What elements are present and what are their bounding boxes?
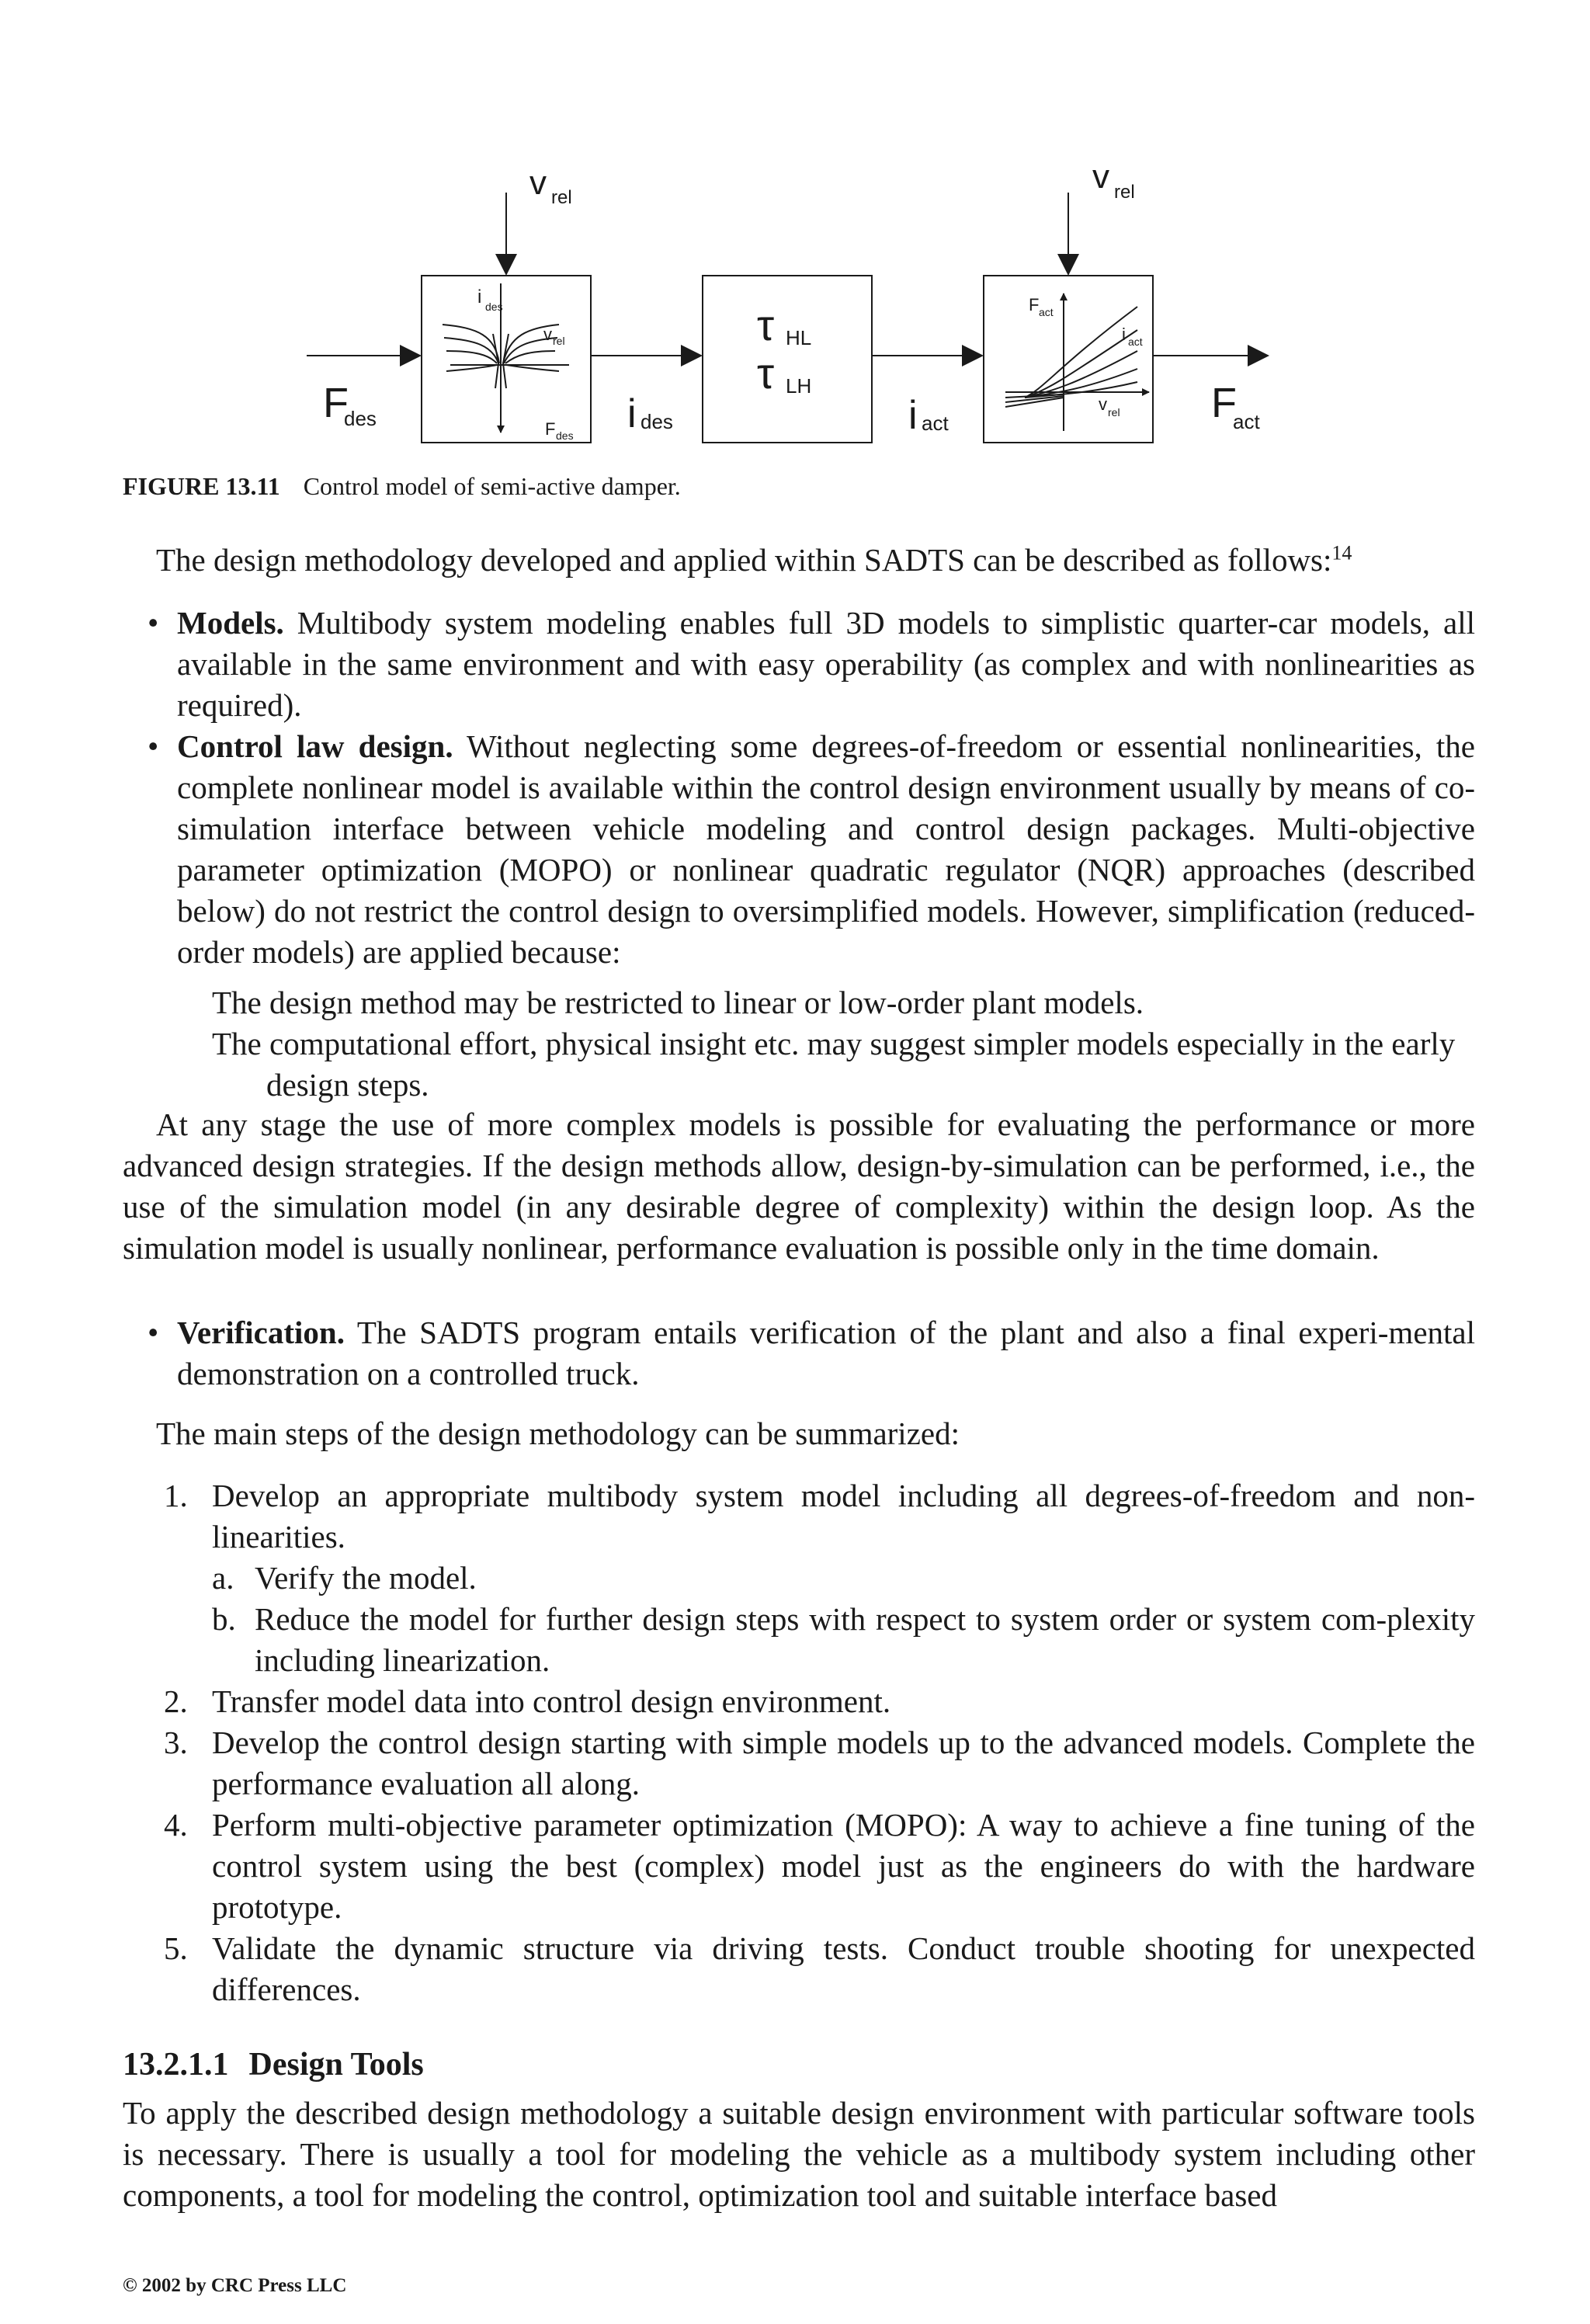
step-3: 3. Develop the control design starting with simple models up to the advanced models. Complete the performance evaluation all along. [164,1725,1475,1801]
copyright-footer: © 2002 by CRC Press LLC [123,2275,347,2296]
ides-label: i [627,391,637,436]
step-1a: a. Verify the model. [212,1560,477,1596]
figure-caption-text: Control model of semi-active damper. [303,472,681,500]
mini-fact-sub: act [1039,306,1054,318]
step-1: 1. Develop an appropriate multibody system model including all degrees-of-freedom and non-linearities. [164,1478,1475,1555]
iact-label: i [908,393,918,438]
bullet-verification: • Verification. The SADTS program entails verification of the plant and also a final experi-mental demonstration on a controlled truck. [148,1315,1475,1391]
time-constant-block [703,276,872,443]
section-number: 13.2.1.1 [123,2047,229,2083]
control-model-diagram [295,155,1304,466]
bullet-control-law-text: Without neglecting some degrees-of-freedom or essential nonlinearities, the complete nonlinear model is available within the control design environment usually by means of co-simulation interface between vehicle modeling and control design packages. Multi-objective parameter optimization (MOPO) or nonlinear quadratic regulator (NQR) approaches (described below) do not restrict the control design to oversimplified models. However, simplification (reduced-order models) are applied because: [177,728,1475,970]
intro-text: The design methodology developed and applied within SADTS can be described as follows: [156,542,1332,578]
section-title: Design Tools [248,2047,424,2083]
mini-fdes-sub: des [556,429,574,442]
fdes-label-sub: des [344,407,377,430]
damper-characteristic-curves [1005,294,1149,431]
bullet-control-law: • Control law design. Without neglecting some degrees-of-freedom or essential nonlinearities, the complete nonlinear model is available within the control design environment usually by means of co-simulation interface between vehicle modeling and control design packages. Multi-objective parameter optimization (MOPO) or nonlinear quadratic regulator (NQR) approaches (described below) do not restrict the control design to oversimplified models. However, simplification (reduced-order models) are applied because: [148,728,1475,970]
ides-label-sub: des [641,410,673,433]
stage-paragraph: At any stage the use of more complex models is possible for evaluating the performance or more advanced design strategies. If the design methods allow, design-by-simulation can be performed, i.e., the use of the simulation model (in any desirable degree of complexity) within the design loop. As the simulation model is usually nonlinear, performance evaluation is possible only in the time domain. [123,1106,1475,1266]
steps-intro: The main steps of the design methodology can be summarized: [156,1416,960,1451]
vrel-label-left: v [529,164,547,202]
bullet-verification-title: Verification. [177,1315,345,1350]
bullet-control-law-title: Control law design. [177,728,453,764]
step-5: 5. Validate the dynamic structure via driving tests. Conduct trouble shooting for unexpected differences. [164,1930,1475,2007]
damper-characteristic-block [984,276,1153,443]
mini-vrel-sub: rel [553,335,565,347]
vrel-label-right-sub: rel [1114,182,1135,203]
mini-fact-label: F [1029,295,1040,314]
step-4: 4. Perform multi-objective parameter optimization (MOPO): A way to achieve a fine tuning of the control system using the best (complex) model just as the engineers do with the hardware prototype. [164,1807,1475,1925]
inverse-characteristic-curves [443,283,569,432]
sub-line-1: The design method may be restricted to linear or low-order plant models. [212,985,1144,1020]
mini-fdes-label: F [545,419,556,439]
sub-line-2: The computational effort, physical insight etc. may suggest simpler models especially in the early design steps. [212,1026,1456,1103]
figure-caption [123,472,681,501]
step-1b: b. Reduce the model for further design steps with respect to system order or system com-plexity including linearization. [212,1601,1475,1678]
tau-lh-symbol: τ [757,349,775,398]
intro-reference: 14 [1331,541,1352,564]
section-heading [123,2046,424,2083]
mini-iact-sub: act [1128,335,1143,348]
bullet-models-text: Multibody system modeling enables full 3D models to simplistic quarter-car models, all available in the same environment and with easy operability (as complex and with nonlinearities as required). [177,605,1475,723]
tau-hl-sub: HL [786,326,812,349]
fact-label-sub: act [1233,410,1260,433]
mini-ides-label: i [477,287,482,307]
bullet-models-title: Models. [177,605,284,641]
mini-ides-sub: des [485,300,503,313]
bullet-verification-text: The SADTS program entails verification of the plant and also a final experi-mental demonstration on a controlled truck. [177,1315,1475,1391]
iact-label-sub: act [922,412,949,435]
mini-vrel-sub-2: rel [1108,406,1120,419]
fact-label: F [1211,380,1237,426]
tau-lh-sub: LH [786,374,812,398]
bullet-models: • Models. Multibody system modeling enables full 3D models to simplistic quarter-car models, all available in the same environment and with easy operability (as complex and with nonlinearities as required). [148,605,1475,723]
step-2: 2. Transfer model data into control design environment. [164,1683,891,1719]
vrel-label-right: v [1092,158,1109,196]
fdes-label: F [323,380,349,426]
mini-vrel-label-2: v [1099,394,1107,414]
mini-vrel-label: v [543,325,552,344]
tau-hl-symbol: τ [757,300,775,349]
vrel-label-left-sub: rel [551,187,572,208]
mini-iact-label: i [1122,325,1126,344]
intro-paragraph [123,540,1475,581]
tools-paragraph: To apply the described design methodology a suitable design environment with particular software tools is necessary. There is usually a tool for modeling the vehicle as a multibody system including other components, a tool for modeling the control, optimization tool and suitable interface based [123,2095,1475,2213]
figure-label: FIGURE 13.11 [123,472,280,500]
